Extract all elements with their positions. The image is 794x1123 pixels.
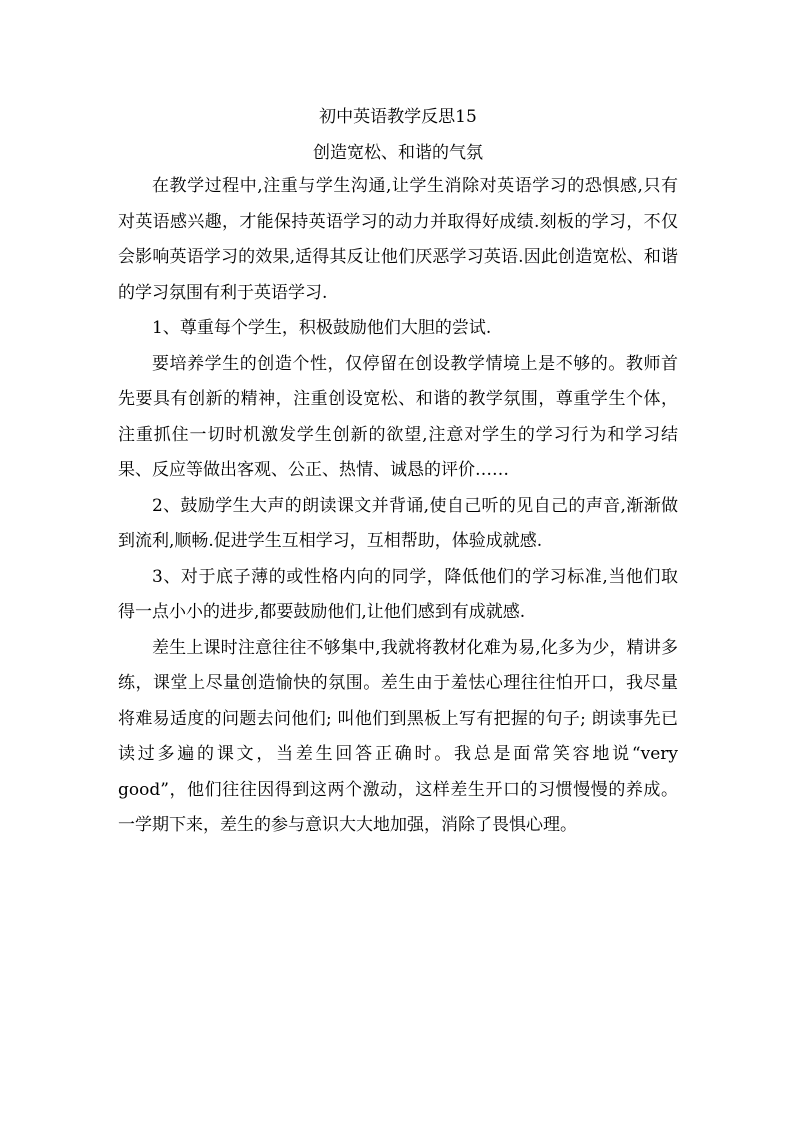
paragraph-point-1: 1、尊重每个学生，积极鼓励他们大胆的尝试. bbox=[152, 318, 492, 338]
paragraph-point-3: 3、对于底子薄的或性格内向的同学，降低他们的学习标准,当他们取得一点小小的进步,都要鼓励他们,让他们感到有成就感. bbox=[118, 566, 678, 622]
paragraph-intro: 在教学过程中,注重与学生沟通,让学生消除对英语学习的恐惧感,只有对英语感兴趣，才能保持英语学习的动力并取得好成绩.刻板的学习，不仅会影响英语学习的效果,适得其反让他们厌恶学习英语.因此创造宽松、和谐的学习氛围有利于英语学习. bbox=[118, 176, 678, 303]
document-title: 初中英语教学反思15 bbox=[319, 107, 477, 127]
paragraph-point-2: 2、鼓励学生大声的朗读课文并背诵,使自己听的见自己的声音,渐渐做到流利,顺畅.促进学生互相学习，互相帮助，体验成就感. bbox=[118, 495, 678, 551]
paragraph-weak-students: 差生上课时注意往往不够集中,我就将教材化难为易,化多为少，精讲多练，课堂上尽量创造愉快的氛围。差生由于羞怯心理往往怕开口，我尽量将难易适度的问题去问他们; 叫他们到黑板上写有把握的句子; 朗读事先已读过多遍的课文，当差生回答正确时。我总是面常笑容地说“very good”，他们往往因得到这两个激动，这样差生开口的习惯慢慢的养成。一学期下来，差生的参与意识大大地加强，消除了畏惧心理。 bbox=[118, 637, 678, 835]
document-page bbox=[118, 100, 678, 844]
document-subtitle: 创造宽松、和谐的气氛 bbox=[313, 143, 483, 163]
paragraph-point-1-detail: 要培养学生的创造个性，仅停留在创设教学情境上是不够的。教师首先要具有创新的精神，注重创设宽松、和谐的教学氛围，尊重学生个体，注重抓住一切时机激发学生创新的欲望,注意对学生的学习行为和学习结果、反应等做出客观、公正、热情、诚恳的评价…… bbox=[118, 353, 678, 480]
